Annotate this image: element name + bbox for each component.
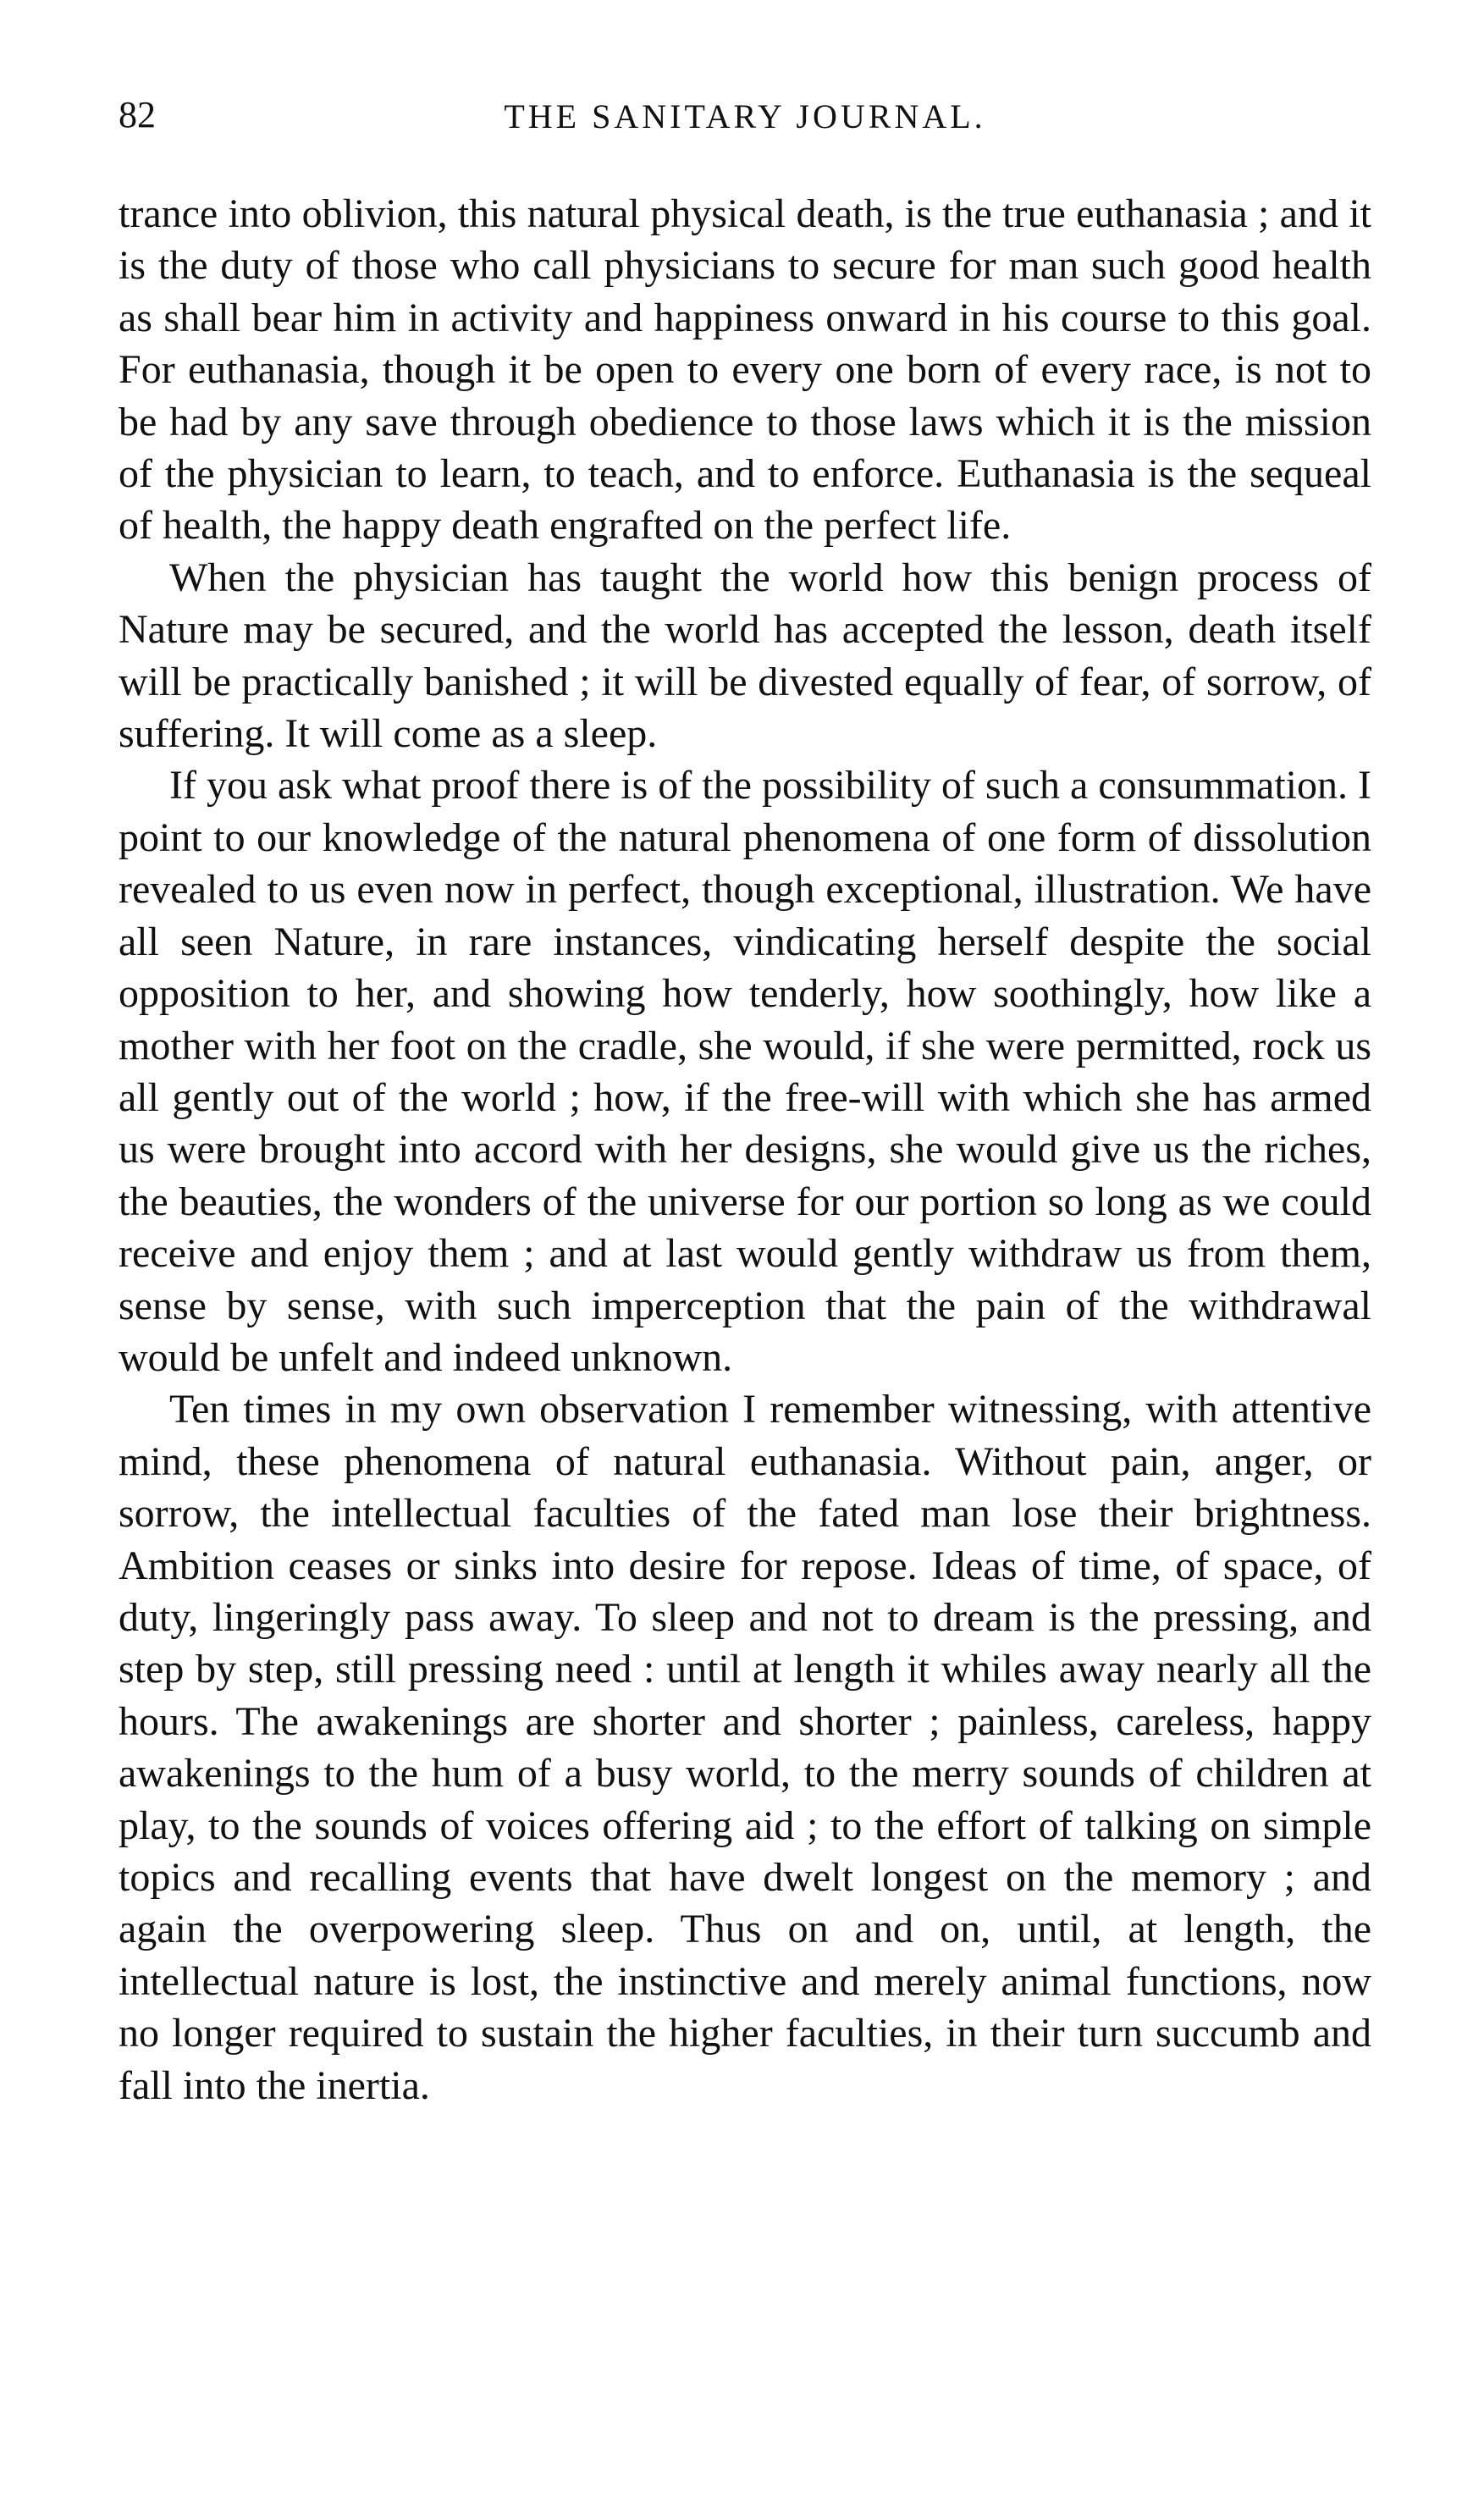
journal-title: THE SANITARY JOURNAL. <box>504 97 986 135</box>
paragraph: When the physician has taught the world how this benign process of Nature may be secured, and the world has accepted the lesson, death itself will be practically banished ; it will be divested equally of fear, of sorrow, of suffering. It will come as a sleep. <box>119 555 1371 757</box>
paragraph: If you ask what proof there is of the possibility of such a consummation. I point to our knowledge of the natural phenomena of one form of dissolution revealed to us even now in perfect, though exceptional, illustration. We have all seen Nature, in rare instances, vindicating herself despite the social opposition to her, and showing how tenderly, how soothingly, how like a mother with her foot on the cradle, she would, if she were permitted, rock us all gently out of the world ; how, if the free-will with which she has armed us were brought into accord with her designs, she would give us the riches, the beauties, the wonders of the universe for our portion so long as we could receive and enjoy them ; and at last would gently withdraw us from them, sense by sense, with such imperception that the pain of the withdrawal would be unfelt and indeed unknown. <box>119 763 1371 1380</box>
paragraph-continued: trance into oblivion, this natural physical death, is the true euthanasia ; and it is the duty of those who call physicians to secure for man such good health as shall bear him in activity and happiness onward in his course to this goal. For euthanasia, though it be open to every one born of every race, is not to be had by any save through obedience to those laws which it is the mission of the physician to learn, to teach, and to enforce. Euthanasia is the sequeal of health, the happy death engrafted on the perfect life. <box>119 191 1371 549</box>
running-header <box>119 93 1371 152</box>
book-page <box>119 93 1371 2111</box>
page-number: 82 <box>119 94 156 135</box>
paragraph: Ten times in my own observation I remember witnessing, with attentive mind, these phenomena of natural euthanasia. Without pain, anger, or sorrow, the intellectual faculties of the fated man lose their brightness. Ambition ceases or sinks into desire for repose. Ideas of time, of space, of duty, lingeringly pass away. To sleep and not to dream is the pressing, and step by step, still pressing need : until at length it whiles away nearly all the hours. The awakenings are shorter and shorter ; painless, careless, happy awakenings to the hum of a busy world, to the merry sounds of children at play, to the sounds of voices offering aid ; to the effort of talking on simple topics and recalling events that have dwelt longest on the memory ; and again the overpowering sleep. Thus on and on, until, at length, the intellectual nature is lost, the instinctive and merely animal functions, now no longer required to sustain the higher faculties, in their turn succumb and fall into the inertia. <box>119 1387 1371 2108</box>
body-text <box>119 188 1371 2111</box>
